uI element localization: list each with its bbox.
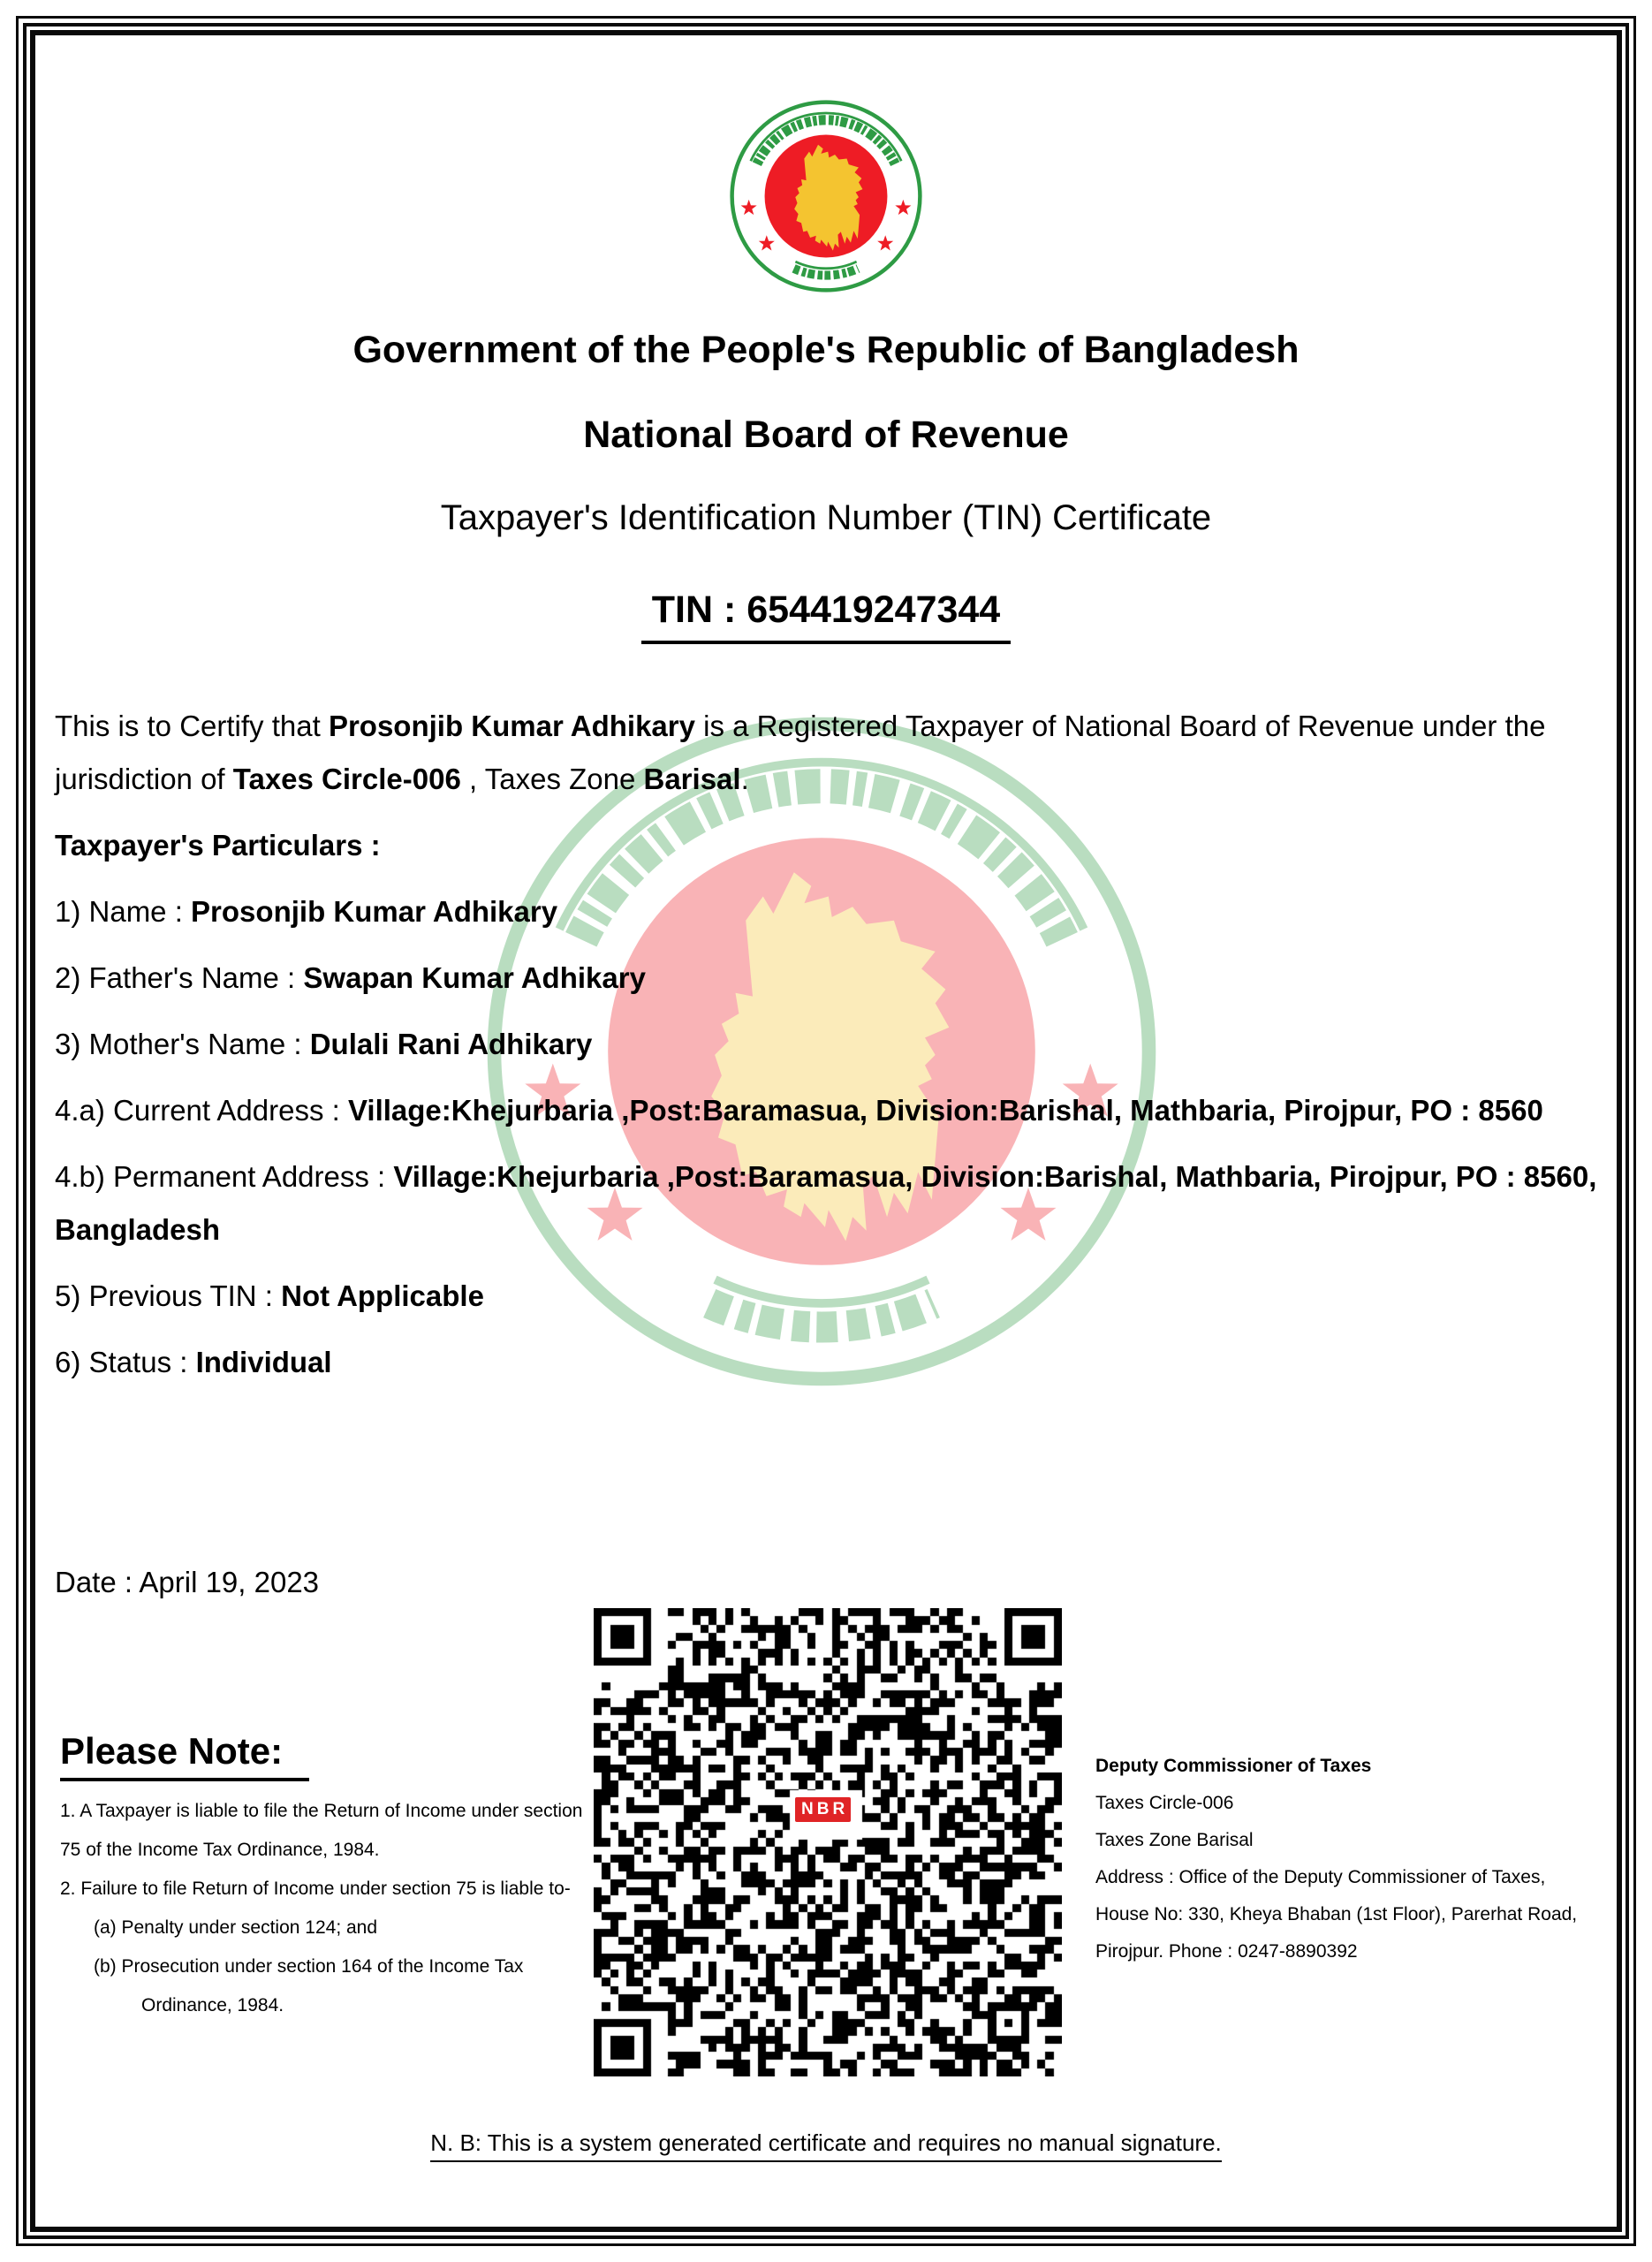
title-government: Government of the People's Republic of Bangladesh <box>352 329 1300 371</box>
commissioner-circle: Taxes Circle-006 <box>1095 1793 1234 1813</box>
please-note-section <box>60 1730 590 2025</box>
particular-previous-tin: 5) Previous TIN : Not Applicable <box>55 1279 484 1312</box>
commissioner-phone: Pirojpur. Phone : 0247-8890392 <box>1095 1941 1358 1962</box>
nbr-badge: NBR <box>795 1797 851 1822</box>
particular-permanent-address: 4.b) Permanent Address : Village:Khejurbaria ,Post:Baramasua, Division:Barishal, Mathbaria, Pirojpur, PO : 8560, Bangladesh <box>55 1160 1597 1246</box>
commissioner-address-1: Address : Office of the Deputy Commissioner of Taxes, <box>1095 1867 1546 1887</box>
particulars-heading: Taxpayer's Particulars : <box>55 829 381 862</box>
certify-suffix: . <box>740 763 749 795</box>
note-item-1: 1. A Taxpayer is liable to file the Return of Income under section 75 of the Income Tax Ordinance, 1984. <box>60 1801 583 1860</box>
issue-date: Date : April 19, 2023 <box>55 1566 320 1598</box>
taxes-circle: Taxes Circle-006 <box>232 763 461 795</box>
qr-code-canvas <box>594 1608 1062 2076</box>
particular-mother-name: 3) Mother's Name : Dulali Rani Adhikary <box>55 1028 593 1060</box>
certify-prefix: This is to Certify that <box>55 710 329 742</box>
tin-number: 654419247344 <box>746 588 1001 631</box>
taxpayer-name: Prosonjib Kumar Adhikary <box>328 710 695 742</box>
particular-father-name: 2) Father's Name : Swapan Kumar Adhikary <box>55 961 646 994</box>
certificate-body <box>55 700 1597 1402</box>
certify-paragraph <box>55 700 1597 806</box>
commissioner-section <box>1095 1748 1603 1970</box>
note-item-2a: (a) Penalty under section 124; and <box>94 1917 378 1938</box>
commissioner-address-2: House No: 330, Kheya Bhaban (1st Floor), Parerhat Road, <box>1095 1904 1578 1924</box>
note-item-2: 2. Failure to file Return of Income under section 75 is liable to- <box>60 1879 571 1899</box>
tin-number-line <box>0 588 1652 644</box>
footer-note: N. B: This is a system generated certificate and requires no manual signature. <box>430 2129 1222 2162</box>
particular-current-address: 4.a) Current Address : Village:Khejurbaria ,Post:Baramasua, Division:Barishal, Mathbaria, Pirojpur, PO : 8560 <box>55 1094 1543 1127</box>
particular-name: 1) Name : Prosonjib Kumar Adhikary <box>55 895 558 928</box>
govt-seal-logo <box>727 97 925 295</box>
commissioner-zone: Taxes Zone Barisal <box>1095 1830 1254 1850</box>
taxes-zone: Barisal <box>643 763 741 795</box>
commissioner-title: Deputy Commissioner of Taxes <box>1095 1756 1372 1776</box>
qr-code <box>594 1608 1062 2076</box>
title-certificate: Taxpayer's Identification Number (TIN) Certificate <box>440 498 1212 537</box>
please-note-heading: Please Note: <box>60 1730 309 1781</box>
tin-label: TIN : <box>651 588 747 631</box>
particular-status: 6) Status : Individual <box>55 1346 332 1378</box>
title-nbr: National Board of Revenue <box>583 414 1069 456</box>
note-item-2b: (b) Prosecution under section 164 of the Income Tax Ordinance, 1984. <box>94 1956 524 2015</box>
certify-middle: is a Registered Taxpayer of National Board of Revenue under the jurisdiction of <box>55 710 1546 795</box>
certify-separator: , Taxes Zone <box>460 763 644 795</box>
footer-note-line <box>0 2129 1652 2162</box>
